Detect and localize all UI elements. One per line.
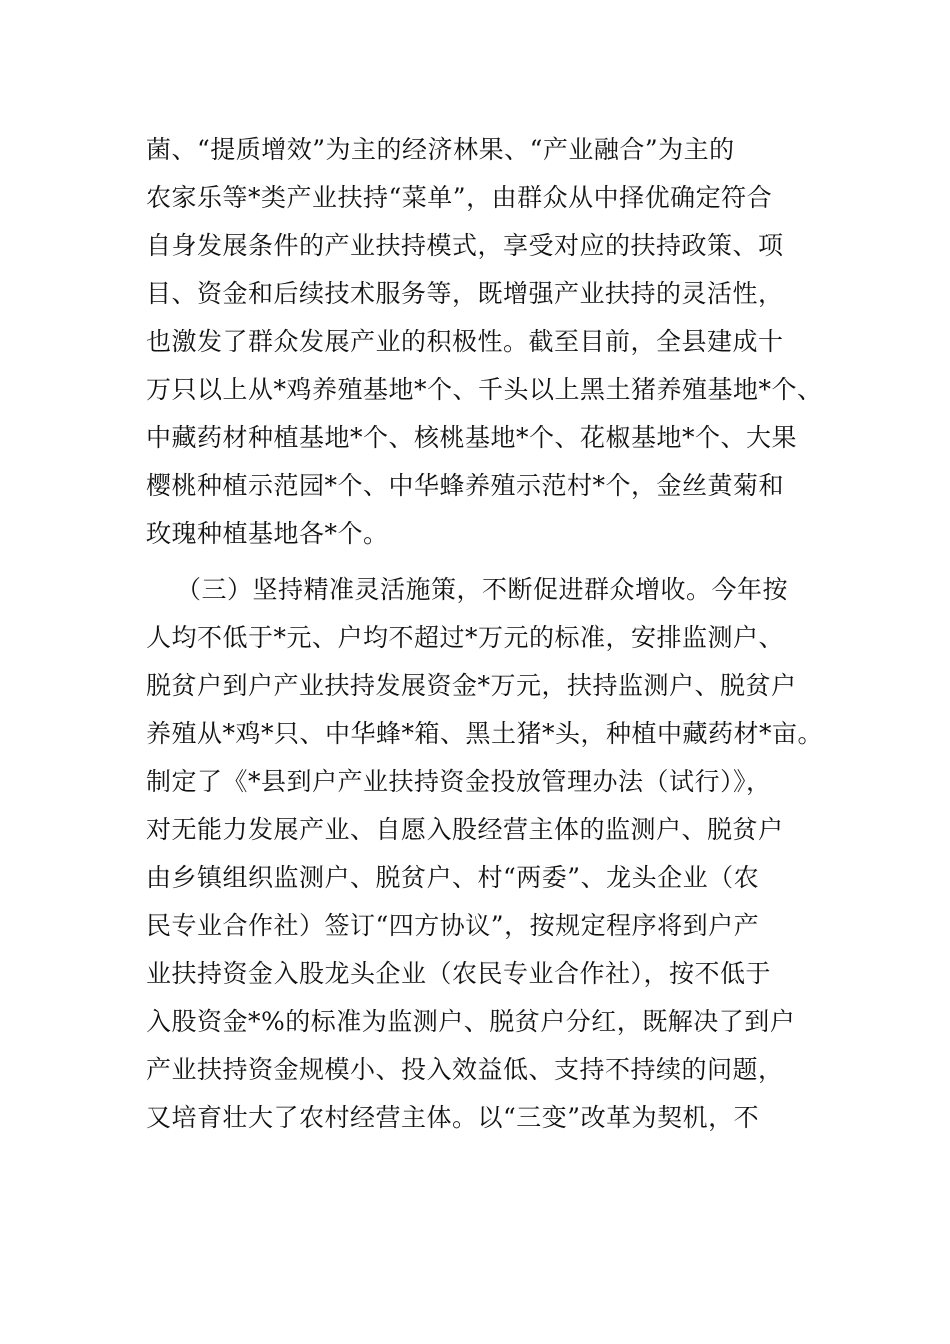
paragraph-2-line-10: 入股资金*%的标准为监测户、脱贫户分红，既解决了到户 [146,1007,796,1036]
paragraph-2-line-4: 养殖从*鸡*只、中华蜂*箱、黑土猪*头，种植中藏药材*亩。 [146,719,824,748]
paragraph-1-line-4: 目、资金和后续技术服务等，既增强产业扶持的灵活性， [146,279,784,308]
paragraph-1-line-9: 玫瑰种植基地各*个。 [146,519,389,548]
paragraph-2-line-9: 业扶持资金入股龙头企业（农民专业合作社），按不低于 [146,959,772,988]
paragraph-2-line-12: 又培育壮大了农村经营主体。以“三变”改革为契机，不 [146,1103,760,1132]
paragraph-1-line-1: 菌、“提质增效”为主的经济林果、“产业融合”为主的 [146,135,735,164]
paragraph-1-line-6: 万只以上从*鸡养殖基地*个、千头以上黑土猪养殖基地*个、 [146,375,823,404]
paragraph-1-line-2: 农家乐等*类产业扶持“菜单”，由群众从中择优确定符合 [146,183,773,212]
paragraph-2-line-6: 对无能力发展产业、自愿入股经营主体的监测户、脱贫户 [146,815,784,844]
paragraph-1-line-3: 自身发展条件的产业扶持模式，享受对应的扶持政策、项 [146,231,784,260]
paragraph-2-line-5: 制定了《*县到户产业扶持资金投放管理办法（试行）》， [146,767,772,796]
paragraph-2-line-11: 产业扶持资金规模小、投入效益低、支持不持续的问题， [146,1055,784,1084]
paragraph-2-line-2: 人均不低于*元、户均不超过*万元的标准，安排监测户、 [146,623,785,652]
paragraph-2-line-8: 民专业合作社）签订“四方协议”，按规定程序将到户产 [146,911,760,940]
paragraph-1-line-8: 樱桃种植示范园*个、中华蜂养殖示范村*个，金丝黄菊和 [146,471,785,500]
paragraph-2-line-1: （三）坚持精准灵活施策，不断促进群众增收。今年按 [176,575,789,604]
paragraph-2-line-7: 由乡镇组织监测户、脱贫户、村“两委”、龙头企业（农 [146,863,760,892]
paragraph-1-line-5: 也激发了群众发展产业的积极性。截至目前，全县建成十 [146,327,784,356]
paragraph-2-line-3: 脱贫户到户产业扶持发展资金*万元，扶持监测户、脱贫户 [146,671,797,700]
paragraph-1-line-7: 中藏药材种植基地*个、核桃基地*个、花椒基地*个、大果 [146,423,798,452]
